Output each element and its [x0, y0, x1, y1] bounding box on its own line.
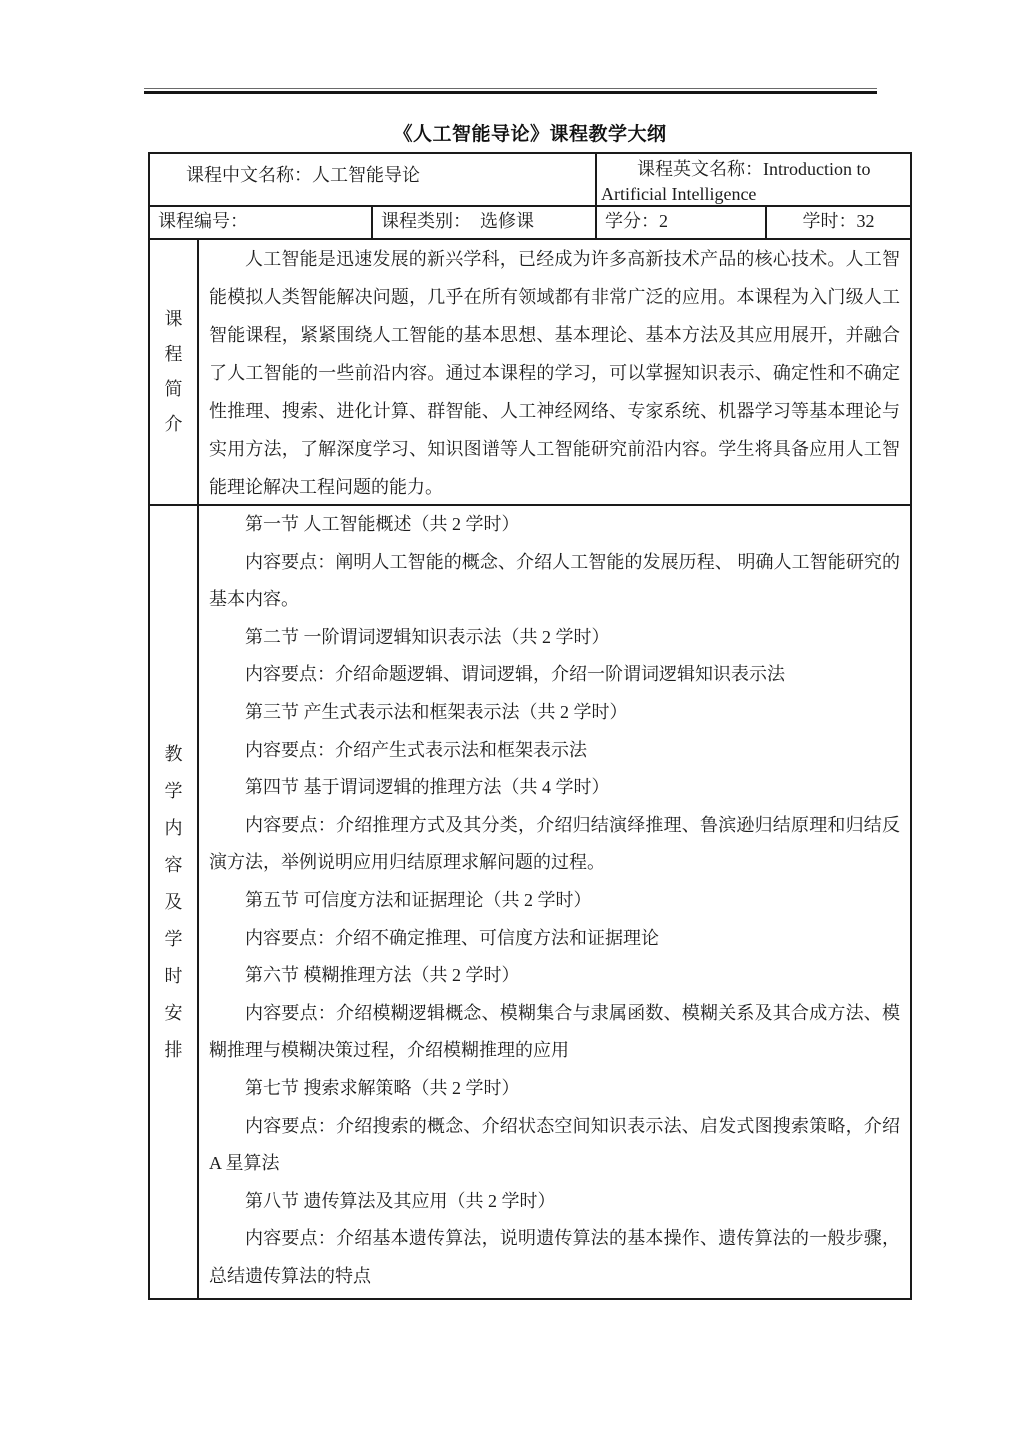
course-intro-text: 人工智能是迅速发展的新兴学科，已经成为许多高新技术产品的核心技术。人工智能模拟人类智能解决问题，几乎在所有领域都有非常广泛的应用。本课程为入门级人工智能课程，紧紧围绕人工智能的基本思想、基本理论、基本方法及其应用展开，并融合了人工智能的一些前沿内容。通过本课程的学习，可以掌握知识表示、确定性和不确定性推理、搜索、进化计算、群智能、人工神经网络、专家系统、机器学习等基本理论与实用方法，了解深度学习、知识图谱等人工智能研究前沿内容。学生将具备应用人工智能理论解决工程问题的能力。 [209, 249, 900, 497]
course-type-cell: 课程类别： 选修课 [373, 207, 597, 238]
header-rule [144, 88, 877, 94]
schedule-paragraph: 第四节 基于谓词逻辑的推理方法（共 4 学时） [245, 777, 610, 798]
course-intro-row [150, 240, 910, 506]
schedule-paragraph: 内容要点：介绍不确定推理、可信度方法和证据理论 [245, 927, 659, 948]
intro-label-text: 课程简介 [164, 309, 183, 434]
schedule-paragraph: 内容要点：阐明人工智能的概念、介绍人工智能的发展历程、 明确人工智能研究的基本内容。 [209, 551, 900, 610]
schedule-paragraph: 内容要点：介绍推理方式及其分类，介绍归结演绎推理、鲁滨逊归结原理和归结反演方法，举例说明应用归结原理求解问题的过程。 [209, 814, 900, 873]
intro-row-label [150, 240, 199, 504]
schedule-paragraph: 第八节 遗传算法及其应用（共 2 学时） [245, 1190, 556, 1211]
course-number-cell: 课程编号： [150, 207, 373, 238]
course-cn-name-cell: 课程中文名称：人工智能导论 [150, 154, 597, 205]
schedule-paragraph: 第三节 产生式表示法和框架表示法（共 2 学时） [245, 701, 628, 722]
syllabus-table [148, 152, 912, 1300]
course-en-name-cell: 课程英文名称：Introduction to Artificial Intelligence [601, 159, 871, 204]
schedule-paragraph: 内容要点：介绍模糊逻辑概念、模糊集合与隶属函数、模糊关系及其合成方法、模糊推理与模糊决策过程，介绍模糊推理的应用 [209, 1002, 900, 1061]
schedule-row [150, 506, 910, 1298]
intro-row-content [199, 240, 910, 504]
schedule-paragraph: 内容要点：介绍产生式表示法和框架表示法 [245, 739, 587, 760]
course-meta-row [150, 207, 910, 240]
schedule-row-content [199, 506, 910, 1298]
schedule-label-text: 教学内容及学时安排 [164, 743, 183, 1060]
course-name-row [150, 154, 910, 207]
schedule-paragraph: 内容要点：介绍命题逻辑、谓词逻辑，介绍一阶谓词逻辑知识表示法 [245, 664, 785, 685]
document-title: 《人工智能导论》课程教学大纲 [393, 124, 667, 145]
hours-cell: 学时：32 [802, 211, 875, 231]
schedule-paragraph: 第五节 可信度方法和证据理论（共 2 学时） [245, 889, 592, 910]
schedule-paragraph: 第二节 一阶谓词逻辑知识表示法（共 2 学时） [245, 626, 610, 647]
schedule-paragraph: 第一节 人工智能概述（共 2 学时） [245, 514, 520, 534]
credits-cell: 学分：2 [597, 207, 767, 238]
schedule-row-label [150, 506, 199, 1298]
schedule-paragraph: 内容要点：介绍基本遗传算法，说明遗传算法的基本操作、遗传算法的一般步骤，总结遗传算法的特点 [209, 1228, 900, 1286]
schedule-paragraph: 第七节 搜索求解策略（共 2 学时） [245, 1077, 520, 1098]
schedule-paragraph: 内容要点：介绍搜索的概念、介绍状态空间知识表示法、启发式图搜索策略，介绍 A 星算法 [209, 1115, 900, 1174]
schedule-paragraph: 第六节 模糊推理方法（共 2 学时） [245, 965, 520, 986]
